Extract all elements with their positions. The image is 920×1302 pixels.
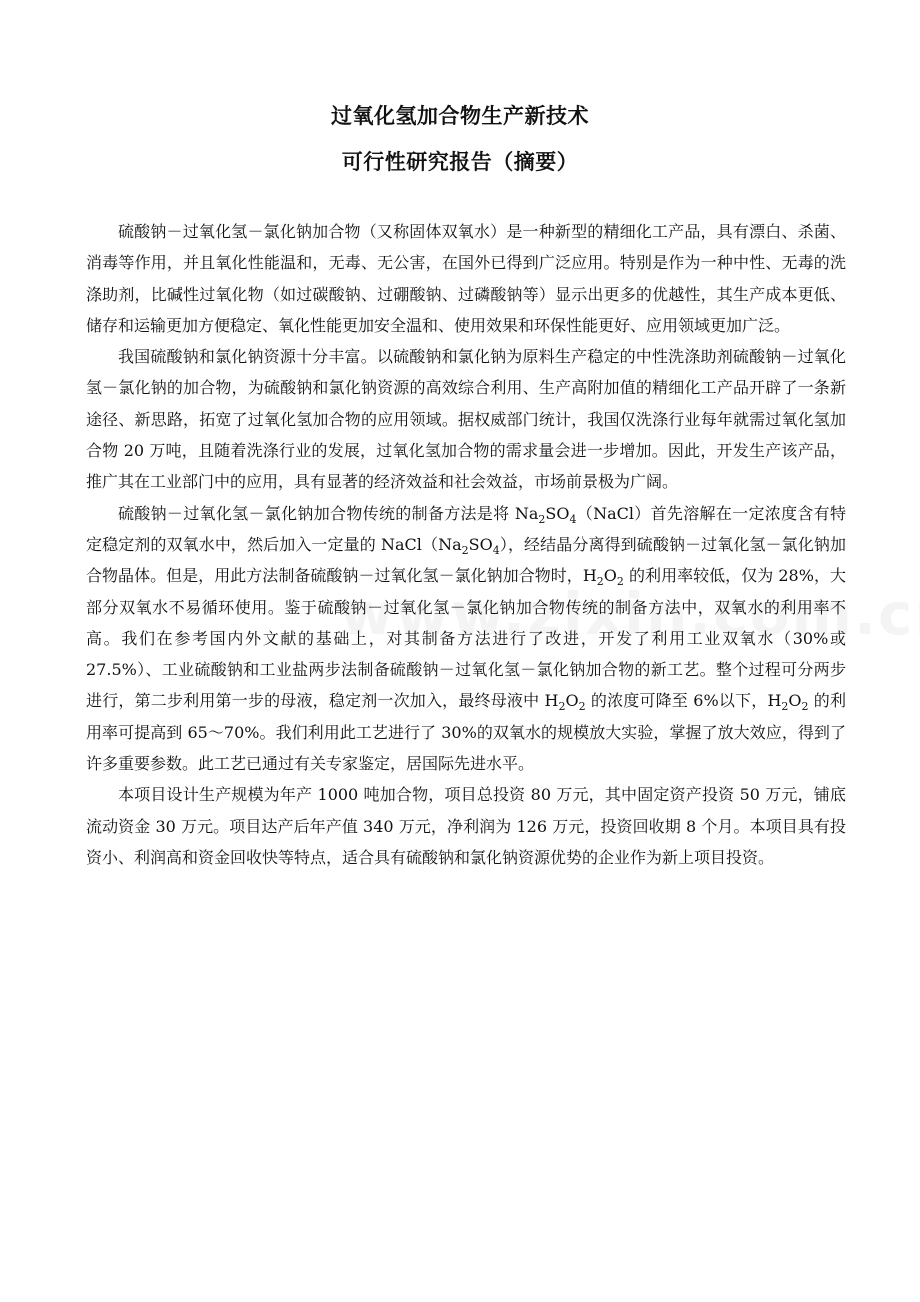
text-run: 硫酸钠－过氧化氢－氯化钠加合物（又称固体双氧水）是一种新型的精细化工产品，具有漂白、杀菌、消毒等作用，并且氧化性能温和，无毒、无公害，在国外已得到广泛应用。特别是作为一种中性、无毒的洗涤助剂，比碱性过氧化物（如过碳酸钠、过硼酸钠、过磷酸钠等）显示出更多的优越性，其生产成本更低、储存和运输更加方便稳定、氧化性能更加安全温和、使用效果和环保性能更好、应用领域更加广泛。	[86, 222, 846, 335]
subscript: 2	[596, 575, 604, 589]
text-run: 硫酸钠－过氧化氢－氯化钠加合物传统的制备方法是将 Na	[118, 503, 539, 523]
text-run: 的利用率可提高到 65～70%。我们利用此工艺进行了 30%的双氧水的规模放大实验，掌握了放大效应，得到了许多重要参数。此工艺已通过有关专家鉴定，居国际先进水平。	[86, 691, 846, 774]
subscript: 2	[781, 700, 789, 714]
paragraph-4	[86, 779, 846, 873]
text-run: 的利用率较低，仅为 28%，大部分双氧水不易循环使用。鉴于硫酸钠－过氧化氢－氯化钠加合物传统的制备方法中，双氧水的利用率不高。我们在参考国内外文献的基础上，对其制备方法进行了改进，开发了利用工业双氧水（30%或 27.5%）、工业硫酸钠和工业盐两步法制备硫酸钠－过氧化氢－氯化钠加合物的新工艺。整个过程可分两步进行，第二步利用第一步的母液，稳定剂一次加入，最终母液中 H	[86, 566, 846, 711]
subscript: 2	[558, 700, 566, 714]
text-run: SO	[545, 503, 570, 523]
subscript: 4	[569, 512, 577, 526]
subscript: 2	[616, 575, 624, 589]
subscript: 2	[578, 700, 586, 714]
document-subtitle: 可行性研究报告（摘要）	[341, 150, 579, 174]
text-run: SO	[468, 534, 493, 554]
subscript: 2	[461, 544, 469, 558]
text-run: O	[788, 691, 802, 711]
document-body	[86, 216, 846, 873]
document-title: 过氧化氢加合物生产新技术	[331, 104, 589, 128]
text-run: 我国硫酸钠和氯化钠资源十分丰富。以硫酸钠和氯化钠为原料生产稳定的中性洗涤助剂硫酸钠－过氧化氢－氯化钠的加合物，为硫酸钠和氯化钠资源的高效综合利用、生产高附加值的精细化工产品开辟了一条新途径、新思路，拓宽了过氧化氢加合物的应用领域。据权威部门统计，我国仅洗涤行业每年就需过氧化氢加合物 20 万吨，且随着洗涤行业的发展，过氧化氢加合物的需求量会进一步增加。因此，开发生产该产品，推广其在工业部门中的应用，具有显著的经济效益和社会效益，市场前景极为广阔。	[86, 347, 846, 492]
text-run: 本项目设计生产规模为年产 1000 吨加合物，项目总投资 80 万元，其中固定资产投资 50 万元，铺底流动资金 30 万元。项目达产后年产值 340 万元，净利润为 126 万元，投资回收期 8 个月。本项目具有投资小、利润高和资金回收快等特点，适合具有硫酸钠和氯化钠资源优势的企业作为新上项目投资。	[86, 785, 846, 867]
text-run: （NaCl）首先溶解在一定浓度含有特定稳定剂的双氧水中，然后加入一定量的 NaCl（Na	[86, 503, 846, 554]
text-run: 的浓度可降至 6%以下，H	[585, 691, 782, 711]
paragraph-3	[86, 498, 846, 780]
subscript: 2	[538, 512, 546, 526]
subscript: 2	[801, 700, 809, 714]
text-run: ），经结晶分离得到硫酸钠－过氧化氢－氯化钠加合物晶体。但是，用此方法制备硫酸钠－过氧化氢－氯化钠加合物时，H	[86, 534, 846, 586]
paragraph-1	[86, 216, 846, 341]
text-run: O	[603, 566, 617, 586]
text-run: O	[565, 691, 579, 711]
subscript: 4	[492, 544, 500, 558]
paragraph-2	[86, 341, 846, 497]
